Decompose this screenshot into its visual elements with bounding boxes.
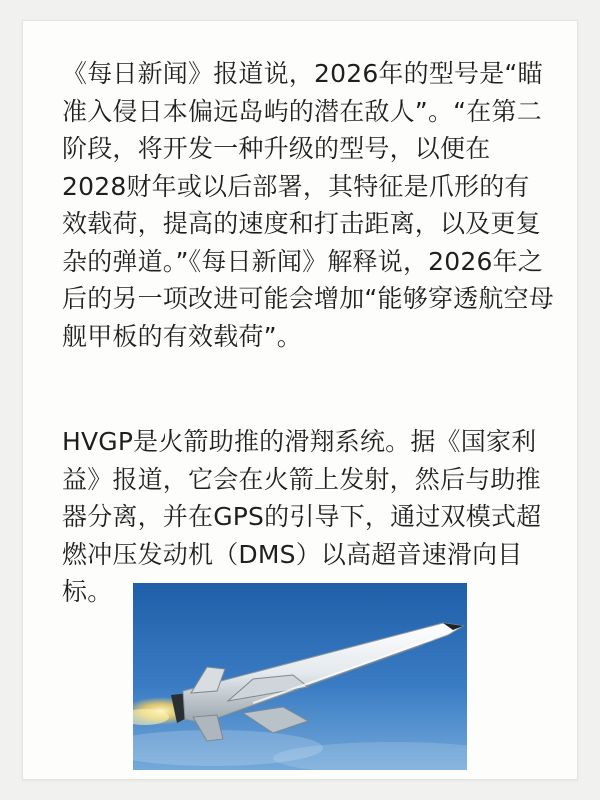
missile-image: [133, 583, 467, 770]
paragraph-1: 《每日新闻》报道说，2026年的型号是“瞄准入侵日本偏远岛屿的潜在敌人”。“在第二阶段，将开发一种升级的型号，以便在2028财年或以后部署，其特征是爪形的有效载荷，提高的速度和打击距离，以及更复杂的弹道。”《每日新闻》解释说，2026年之后的另一项改进可能会增加“能够穿透航空母舰甲板的有效载荷”。: [62, 59, 554, 351]
paragraph-2: HVGP是火箭助推的滑翔系统。据《国家利益》报道，它会在火箭上发射，然后与助推器分离，并在GPS的引导下，通过双模式超燃冲压发动机（DMS）以高超音速滑向目标。: [62, 427, 542, 606]
